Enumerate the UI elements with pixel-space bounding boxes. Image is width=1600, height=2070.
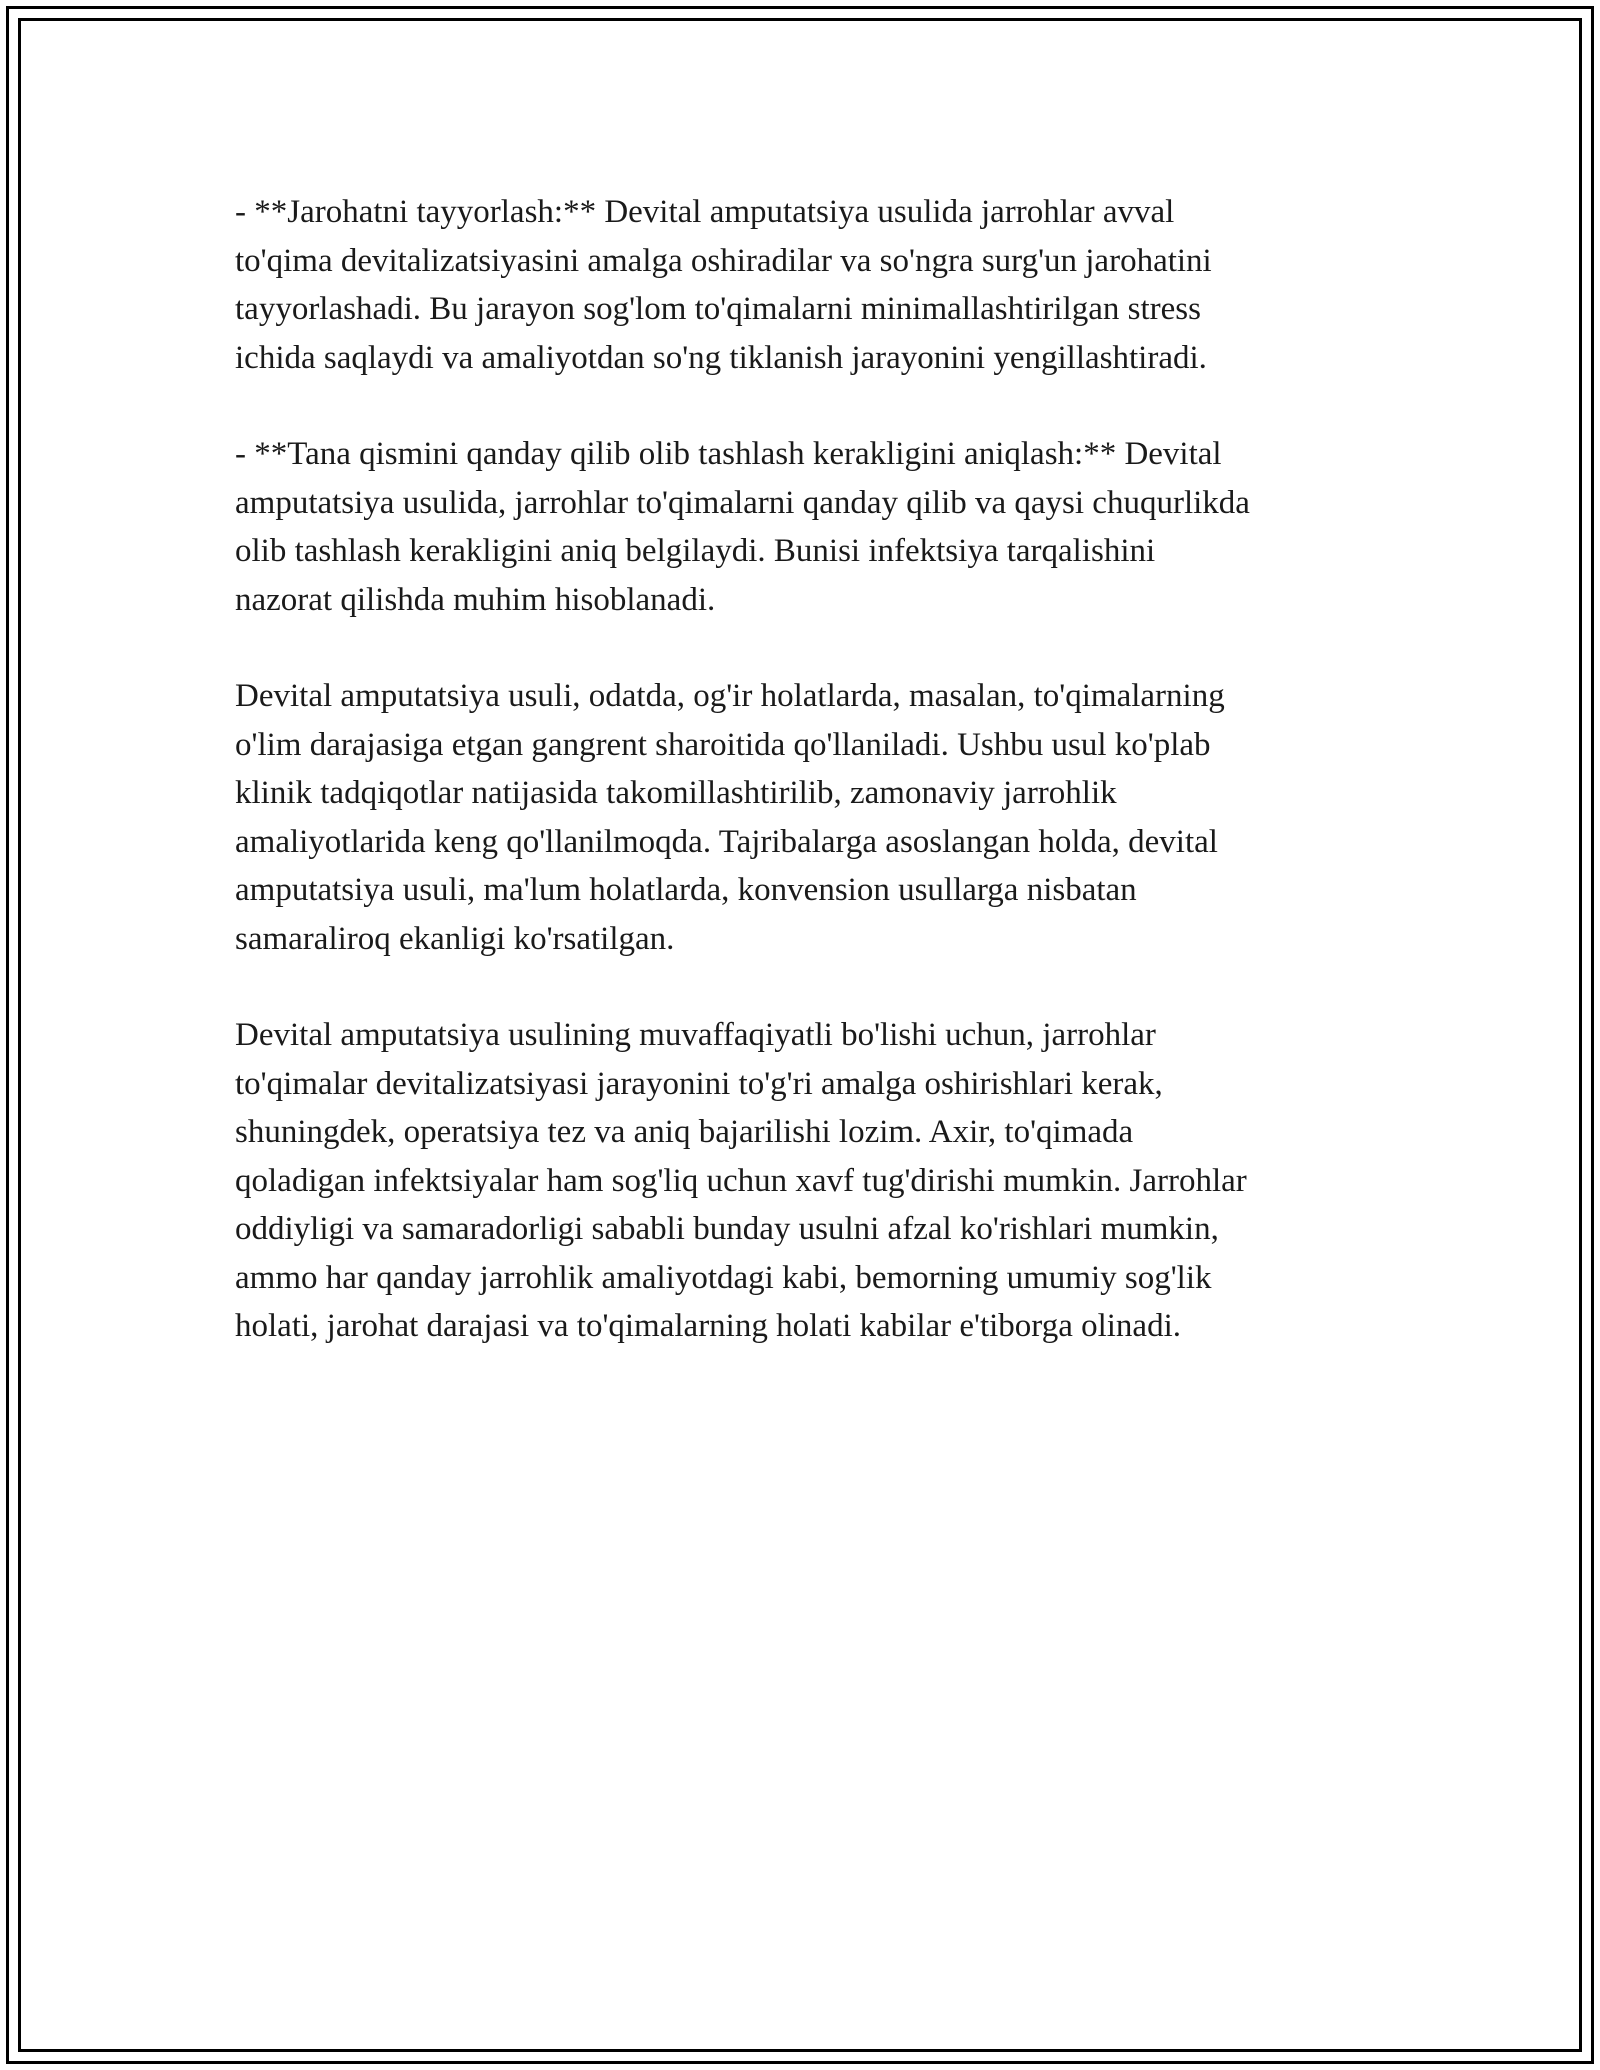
paragraph-success-factors: Devital amputatsiya usulining muvaffaqiyatli bo'lishi uchun, jarrohlar to'qimalar devitalizatsiyasi jarayonini to'g'ri amalga oshirishlari kerak, shuningdek, operatsiya tez va aniq bajarilishi lozim. Axir, to'qimada qoladigan infektsiyalar ham sog'liq uchun xavf tug'dirishi mumkin. Jarrohlar oddiyligi va samaradorligi sababli bunday usulni afzal ko'rishlari mumkin, ammo har qanday jarrohlik amaliyotdagi kabi, bemorning umumiy sog'lik holati, jarohat darajasi va to'qimalarning holati kabilar e'tiborga olinadi. xyxy=(235,1017,1247,1344)
paragraph-wound-preparation: - **Jarohatni tayyorlash:** Devital amputatsiya usulida jarrohlar avval to'qima devitalizatsiyasini amalga oshiradilar va so'ngra surg'un jarohatini tayyorlashadi. Bu jarayon sog'lom to'qimalarni minimallashtirilgan stress ichida saqlaydi va amaliyotdan so'ng tiklanish jarayonini yengillashtiradi. xyxy=(235,194,1212,376)
paragraph-usage-context: Devital amputatsiya usuli, odatda, og'ir holatlarda, masalan, to'qimalarning o'lim darajasiga etgan gangrent sharoitida qo'llaniladi. Ushbu usul ko'plab klinik tadqiqotlar natijasida takomillashtirilib, zamonaviy jarrohlik amaliyotlarida keng qo'llanilmoqda. Tajribalarga asoslangan holda, devital amputatsiya usuli, ma'lum holatlarda, konvension usullarga nisbatan samaraliroq ekanligi ko'rsatilgan. xyxy=(235,678,1225,957)
paragraph-removal-determination: - **Tana qismini qanday qilib olib tashlash kerakligini aniqlash:** Devital amputatsiya usulida, jarrohlar to'qimalarni qanday qilib va qaysi chuqurlikda olib tashlash kerakligini aniq belgilaydi. Bunisi infektsiya tarqalishini nazorat qilishda muhim hisoblanadi. xyxy=(235,436,1250,618)
document-body xyxy=(235,188,1375,1399)
